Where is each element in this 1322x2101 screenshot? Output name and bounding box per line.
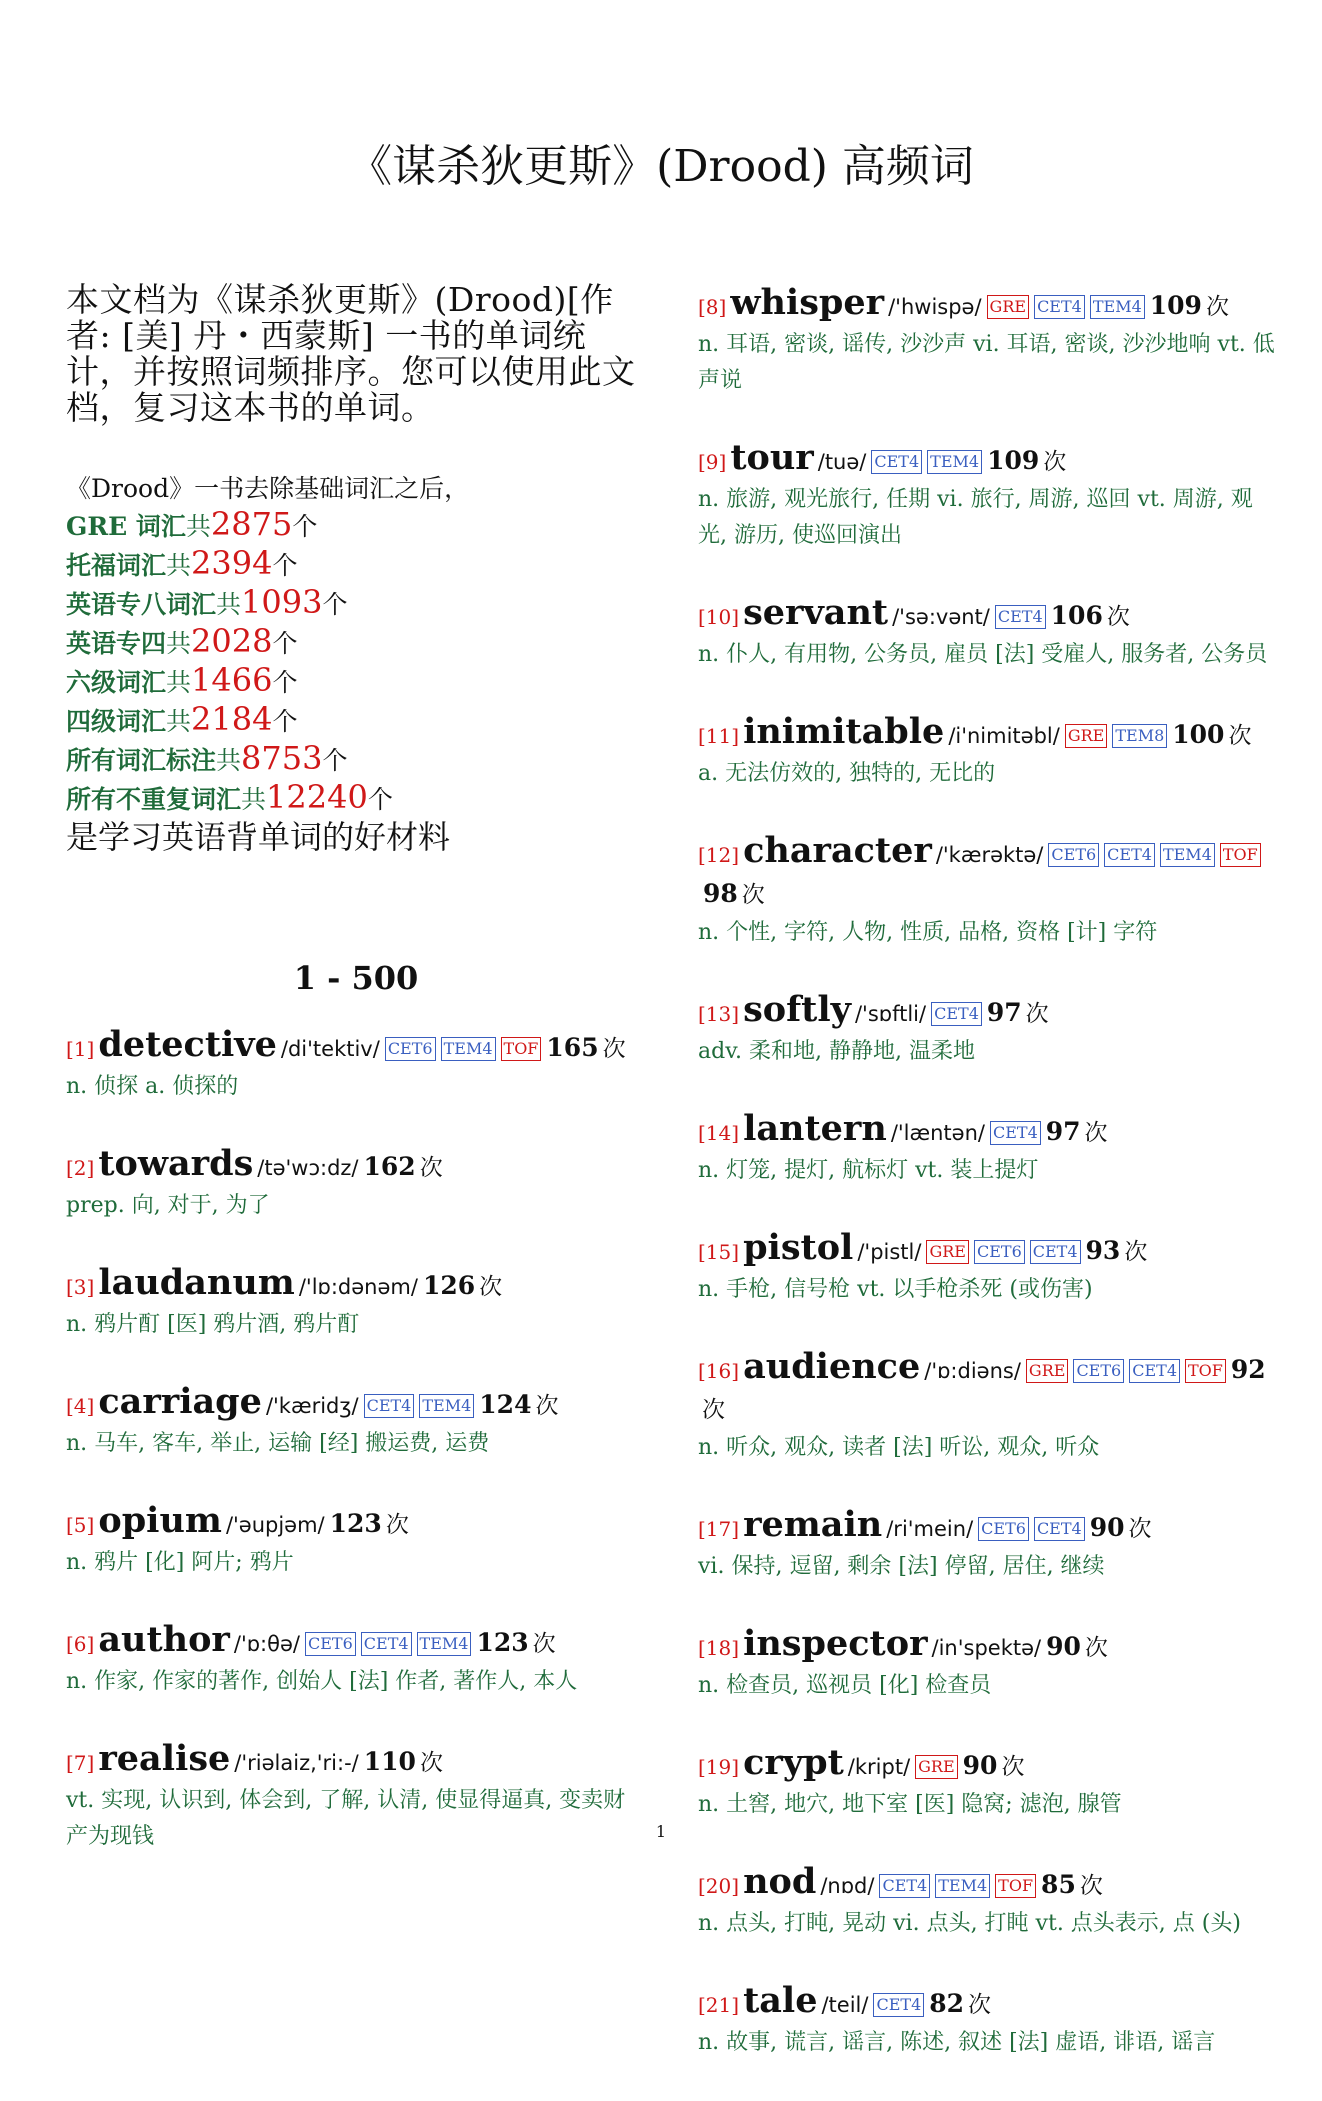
entry-word: nod [743, 1861, 817, 1902]
exam-tag-badge: TEM4 [417, 1632, 472, 1656]
stat-unit: 个 [272, 629, 298, 658]
exam-tag-badge: CET4 [364, 1394, 415, 1418]
stat-number: 2394 [191, 544, 273, 582]
stats-block [66, 472, 646, 856]
entry-times-label: 次 [1084, 1635, 1108, 1661]
stat-label: 六级词汇 [66, 668, 167, 697]
entry-index: [21] [698, 1993, 740, 2017]
stat-number: 1093 [241, 583, 323, 621]
exam-tag-badge: TEM4 [419, 1394, 474, 1418]
stat-unit: 个 [272, 551, 298, 580]
entry-header [698, 1744, 1278, 1787]
exam-tag-badge: CET4 [1104, 843, 1155, 867]
left-column [66, 282, 646, 1895]
word-entry [698, 594, 1278, 673]
entry-header [698, 1506, 1278, 1549]
entry-header [66, 1145, 646, 1188]
exam-tag-badge: CET4 [995, 605, 1046, 629]
entry-word: tale [743, 1980, 818, 2021]
exam-tag-badge: CET4 [879, 1874, 930, 1898]
stat-mid: 共 [166, 629, 192, 658]
entry-count: 93 [1085, 1236, 1121, 1265]
stat-number: 12240 [266, 778, 368, 816]
entry-count: 110 [363, 1747, 416, 1776]
stat-mid: 共 [166, 707, 192, 736]
stat-unit: 个 [272, 668, 298, 697]
word-entry [698, 1863, 1278, 1942]
exam-tag-badge: CET4 [1129, 1359, 1180, 1383]
entry-header [66, 1502, 646, 1545]
entry-count: 92 [1230, 1355, 1266, 1384]
entry-meaning: n. 故事, 谎言, 谣言, 陈述, 叙述 [法] 虚语, 诽语, 谣言 [698, 2030, 1216, 2055]
entry-header [698, 439, 1278, 482]
entry-word: audience [743, 1346, 921, 1387]
entry-count: 165 [546, 1033, 599, 1062]
entry-times-label: 次 [532, 1631, 556, 1657]
entry-meaning: n. 土窖, 地穴, 地下室 [医] 隐窝; 滤泡, 腺管 [698, 1792, 1122, 1817]
entry-word: softly [743, 989, 851, 1030]
exam-tag-badge: CET6 [1048, 843, 1099, 867]
entry-count: 85 [1041, 1870, 1076, 1899]
entry-phonetic: /'əupjəm/ [225, 1513, 325, 1537]
entry-meaning: n. 检查员, 巡视员 [化] 检查员 [698, 1673, 992, 1698]
exam-tag-badge: CET6 [974, 1240, 1025, 1264]
stat-label: 英语专八词汇 [66, 590, 217, 619]
entry-meaning: adv. 柔和地, 静静地, 温柔地 [698, 1039, 975, 1064]
exam-tag-badge: GRE [1026, 1359, 1069, 1383]
entry-phonetic: /'kæridʒ/ [265, 1394, 359, 1418]
word-entry [698, 1982, 1278, 2061]
entry-word: lantern [743, 1108, 887, 1149]
entry-meaning: n. 个性, 字符, 人物, 性质, 品格, 资格 [计] 字符 [698, 920, 1158, 945]
entry-header [698, 832, 1278, 915]
stat-unit: 个 [322, 590, 348, 619]
entry-index: [9] [698, 450, 727, 474]
entry-phonetic: /in'spektə/ [931, 1636, 1042, 1660]
entry-index: [20] [698, 1874, 740, 1898]
exam-tag-badge: CET4 [1034, 1517, 1085, 1541]
entry-word: towards [98, 1143, 254, 1184]
entry-count: 97 [1045, 1117, 1081, 1146]
entry-times-label: 次 [419, 1155, 443, 1181]
stat-line [66, 701, 646, 740]
entry-meaning: vi. 保持, 逗留, 剩余 [法] 停留, 居住, 继续 [698, 1554, 1105, 1579]
exam-tag-badge: CET6 [978, 1517, 1029, 1541]
exam-tag-badge: TEM4 [1160, 843, 1215, 867]
exam-tag-badge: CET4 [871, 450, 922, 474]
exam-tag-badge: TOF [995, 1874, 1036, 1898]
entry-count: 124 [479, 1390, 532, 1419]
entry-word: crypt [743, 1742, 844, 1783]
entry-index: [11] [698, 724, 740, 748]
stat-line [66, 662, 646, 701]
entry-header [698, 1110, 1278, 1153]
word-entry [66, 1145, 646, 1224]
entry-word: pistol [743, 1227, 854, 1268]
exam-tag-badge: GRE [926, 1240, 969, 1264]
entry-count: 82 [929, 1989, 965, 2018]
exam-tag-badge: CET4 [873, 1993, 924, 2017]
entry-index: [6] [66, 1632, 95, 1656]
stat-label: 所有不重复词汇 [66, 785, 242, 814]
entry-times-label: 次 [1043, 449, 1067, 475]
entry-times-label: 次 [702, 1397, 725, 1423]
entry-index: [1] [66, 1037, 95, 1061]
entry-meaning: n. 侦探 a. 侦探的 [66, 1074, 239, 1099]
entry-meaning: n. 仆人, 有用物, 公务员, 雇员 [法] 受雇人, 服务者, 公务员 [698, 642, 1268, 667]
entry-phonetic: /'ɒ:diəns/ [924, 1359, 1021, 1383]
stat-line [66, 506, 646, 545]
word-entry [698, 832, 1278, 951]
stats-lines [66, 506, 646, 818]
entry-phonetic: /teil/ [821, 1993, 869, 2017]
entry-count: 90 [1089, 1513, 1125, 1542]
entry-index: [10] [698, 605, 740, 629]
entry-index: [4] [66, 1394, 95, 1418]
word-entry [66, 1383, 646, 1462]
exam-tag-badge: TEM4 [935, 1874, 990, 1898]
entry-word: detective [98, 1024, 277, 1065]
entry-phonetic: /ri'mein/ [886, 1517, 974, 1541]
entry-word: character [743, 830, 932, 871]
word-entry [698, 713, 1278, 792]
stat-unit: 个 [272, 707, 298, 736]
page-title: 《谋杀狄更斯》(Drood) 高频词 [348, 141, 974, 192]
entry-word: author [98, 1619, 230, 1660]
stat-unit: 个 [322, 746, 348, 775]
entry-meaning: n. 点头, 打盹, 晃动 vi. 点头, 打盹 vt. 点头表示, 点 (头) [698, 1911, 1241, 1936]
entry-index: [19] [698, 1755, 740, 1779]
word-entry [66, 1502, 646, 1581]
entry-meaning: n. 耳语, 密谈, 谣传, 沙沙声 vi. 耳语, 密谈, 沙沙地响 vt. 低声说 [698, 332, 1275, 393]
entry-header [66, 1264, 646, 1307]
exam-tag-badge: TEM4 [441, 1037, 496, 1061]
entry-header [698, 284, 1278, 327]
exam-tag-badge: CET6 [385, 1037, 436, 1061]
entry-index: [5] [66, 1513, 95, 1537]
entry-times-label: 次 [1124, 1239, 1148, 1265]
exam-tag-badge: CET4 [931, 1002, 982, 1026]
entry-header [66, 1383, 646, 1426]
page-number: 1 [655, 1822, 667, 1841]
exam-tag-badge: TEM4 [1090, 295, 1145, 319]
stat-label: 所有词汇标注 [66, 746, 217, 775]
word-entry [698, 1348, 1278, 1466]
entry-word: inspector [743, 1623, 928, 1664]
exam-tag-badge: TOF [1220, 843, 1261, 867]
stat-mid: 共 [216, 746, 242, 775]
entry-times-label: 次 [1001, 1754, 1025, 1780]
word-entry [698, 1110, 1278, 1189]
entry-index: [7] [66, 1751, 95, 1775]
stat-line [66, 740, 646, 779]
exam-tag-badge: GRE [915, 1755, 958, 1779]
entry-meaning: n. 灯笼, 提灯, 航标灯 vt. 装上提灯 [698, 1158, 1039, 1183]
entry-index: [12] [698, 843, 740, 867]
entry-times-label: 次 [1128, 1516, 1152, 1542]
entry-word: opium [98, 1500, 222, 1541]
stat-line [66, 584, 646, 623]
entry-count: 106 [1050, 601, 1103, 630]
exam-tag-badge: CET4 [361, 1632, 412, 1656]
exam-tag-badge: GRE [1065, 724, 1108, 748]
exam-tag-badge: TEM8 [1112, 724, 1167, 748]
entry-times-label: 次 [968, 1992, 992, 2018]
entries-left [66, 1026, 646, 1855]
word-entry [698, 439, 1278, 554]
entry-phonetic: /tə'wɔ:dz/ [257, 1156, 359, 1180]
entry-meaning: prep. 向, 对于, 为了 [66, 1193, 270, 1218]
stat-unit: 个 [292, 512, 318, 541]
entry-count: 123 [476, 1628, 529, 1657]
stat-unit: 个 [367, 785, 393, 814]
entry-times-label: 次 [1205, 294, 1229, 320]
entry-phonetic: /nɒd/ [820, 1874, 875, 1898]
entry-meaning: vt. 实现, 认识到, 体会到, 了解, 认清, 使显得逼真, 变卖财产为现钱 [66, 1788, 626, 1849]
entry-header [698, 1863, 1278, 1906]
entry-times-label: 次 [385, 1512, 409, 1538]
entry-count: 90 [1046, 1632, 1081, 1661]
stat-number: 2028 [191, 622, 273, 660]
entry-header [698, 1229, 1278, 1272]
intro-paragraph: 本文档为《谋杀狄更斯》(Drood)[作者: [美] 丹・西蒙斯] 一书的单词统计，并按照词频排序。您可以使用此文档，复习这本书的单词。 [66, 280, 636, 427]
entry-count: 100 [1172, 720, 1225, 749]
exam-tag-badge: CET6 [305, 1632, 356, 1656]
entry-index: [8] [698, 295, 727, 319]
entry-meaning: n. 鸦片 [化] 阿片; 鸦片 [66, 1550, 294, 1575]
stat-label: 四级词汇 [66, 707, 167, 736]
entry-index: [13] [698, 1002, 740, 1026]
stats-tail: 是学习英语背单词的好材料 [66, 818, 451, 856]
stat-number: 8753 [241, 739, 323, 777]
stat-mid: 共 [166, 551, 192, 580]
stat-label: 英语专四 [66, 629, 167, 658]
entry-phonetic: /tuə/ [817, 450, 867, 474]
exam-tag-badge: TOF [501, 1037, 542, 1061]
section-heading: 1 - 500 [293, 959, 419, 997]
entry-count: 90 [962, 1751, 998, 1780]
entry-word: remain [743, 1504, 883, 1545]
exam-tag-badge: CET4 [1034, 295, 1085, 319]
entry-times-label: 次 [1084, 1120, 1108, 1146]
entry-index: [3] [66, 1275, 95, 1299]
entry-index: [18] [698, 1636, 740, 1660]
entry-index: [15] [698, 1240, 740, 1264]
word-entry [698, 991, 1278, 1070]
entry-meaning: a. 无法仿效的, 独特的, 无比的 [698, 761, 996, 786]
entry-word: laudanum [98, 1262, 295, 1303]
entry-times-label: 次 [1079, 1873, 1103, 1899]
exam-tag-badge: CET4 [1030, 1240, 1081, 1264]
entry-times-label: 次 [602, 1036, 626, 1062]
entry-count: 109 [1149, 291, 1202, 320]
exam-tag-badge: GRE [987, 295, 1030, 319]
word-entry [66, 1264, 646, 1343]
entry-phonetic: /'lɒ:dənəm/ [298, 1275, 418, 1299]
entries-right [698, 284, 1278, 2061]
entry-header [698, 1348, 1278, 1430]
entry-header [66, 1621, 646, 1664]
entry-times-label: 次 [419, 1750, 443, 1776]
entry-phonetic: /kript/ [847, 1755, 911, 1779]
entry-meaning: n. 听众, 观众, 读者 [法] 听讼, 观众, 听众 [698, 1435, 1100, 1460]
entry-phonetic: /i'nimitəbl/ [948, 724, 1060, 748]
entry-word: carriage [98, 1381, 262, 1422]
stat-line [66, 623, 646, 662]
entry-phonetic: /'sɒftli/ [854, 1002, 927, 1026]
entry-times-label: 次 [1106, 604, 1130, 630]
stat-label: 托福词汇 [66, 551, 167, 580]
exam-tag-badge: TOF [1185, 1359, 1226, 1383]
entry-phonetic: /'ɒ:θə/ [233, 1632, 300, 1656]
stat-number: 2875 [210, 505, 293, 543]
entry-count: 123 [329, 1509, 382, 1538]
word-entry [698, 1506, 1278, 1585]
entry-phonetic: /'sə:vənt/ [892, 605, 990, 629]
entry-header [698, 991, 1278, 1034]
stat-mid: 共 [166, 668, 192, 697]
word-entry [66, 1026, 646, 1105]
entry-phonetic: /'hwispə/ [888, 295, 982, 319]
word-entry [698, 1229, 1278, 1308]
entry-index: [17] [698, 1517, 740, 1541]
word-entry [698, 284, 1278, 399]
stat-mid: 共 [185, 512, 211, 541]
word-entry [698, 1625, 1278, 1704]
stats-intro: 《Drood》一书去除基础词汇之后， [66, 474, 470, 503]
entry-meaning: n. 手枪, 信号枪 vt. 以手枪杀死 (或伤害) [698, 1277, 1093, 1302]
entry-phonetic: /'riəlaiz,'ri:-/ [234, 1751, 359, 1775]
entry-header [698, 713, 1278, 756]
stat-mid: 共 [216, 590, 242, 619]
entry-count: 98 [703, 879, 738, 908]
entry-word: whisper [730, 282, 885, 323]
entry-times-label: 次 [741, 882, 765, 908]
entry-phonetic: /'kærəktə/ [935, 843, 1044, 867]
entry-index: [2] [66, 1156, 95, 1180]
stat-label: GRE 词汇 [66, 512, 186, 541]
entry-times-label: 次 [1228, 723, 1252, 749]
stat-line [66, 545, 646, 584]
entry-times-label: 次 [1025, 1001, 1049, 1027]
entry-count: 109 [987, 446, 1040, 475]
entry-meaning: n. 旅游, 观光旅行, 任期 vi. 旅行, 周游, 巡回 vt. 周游, 观光, 游历, 使巡回演出 [698, 487, 1253, 548]
entry-word: servant [743, 592, 889, 633]
entry-header [698, 1625, 1278, 1668]
entry-word: tour [730, 437, 814, 478]
entry-header [698, 1982, 1278, 2025]
entry-header [698, 594, 1278, 637]
word-entry [698, 1744, 1278, 1823]
entry-phonetic: /'læntən/ [890, 1121, 985, 1145]
entry-index: [16] [698, 1359, 740, 1383]
stat-line [66, 779, 646, 818]
entry-header [66, 1740, 646, 1783]
entry-phonetic: /di'tektiv/ [280, 1037, 380, 1061]
entry-meaning: n. 马车, 客车, 举止, 运输 [经] 搬运费, 运费 [66, 1431, 490, 1456]
entry-index: [14] [698, 1121, 740, 1145]
exam-tag-badge: CET6 [1073, 1359, 1124, 1383]
entry-count: 126 [422, 1271, 476, 1300]
entry-count: 97 [986, 998, 1022, 1027]
entry-phonetic: /'pistl/ [857, 1240, 922, 1264]
entry-times-label: 次 [479, 1274, 503, 1300]
entry-meaning: n. 作家, 作家的著作, 创始人 [法] 作者, 著作人, 本人 [66, 1669, 578, 1694]
entry-times-label: 次 [535, 1393, 559, 1419]
entry-header [66, 1026, 646, 1069]
entry-meaning: n. 鸦片酊 [医] 鸦片酒, 鸦片酊 [66, 1312, 360, 1337]
exam-tag-badge: TEM4 [927, 450, 982, 474]
stat-mid: 共 [241, 785, 267, 814]
entry-word: inimitable [743, 711, 945, 752]
exam-tag-badge: CET4 [990, 1121, 1041, 1145]
stat-number: 2184 [191, 700, 273, 738]
entry-word: realise [98, 1738, 231, 1779]
entry-count: 162 [363, 1152, 416, 1181]
word-entry [66, 1621, 646, 1700]
stat-number: 1466 [191, 661, 273, 699]
